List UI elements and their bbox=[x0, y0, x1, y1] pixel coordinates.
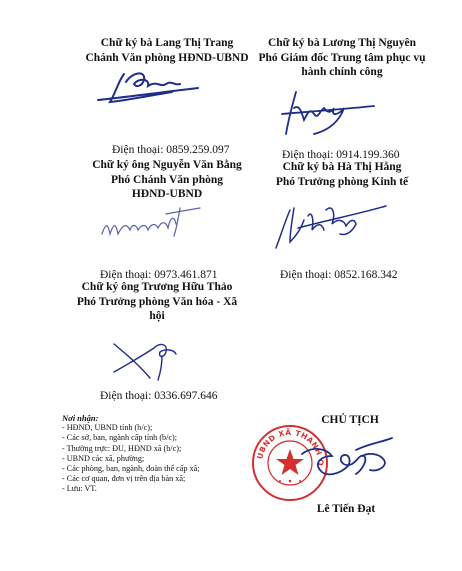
signer-3-phone: Điện thoại: 0973.461.871 bbox=[100, 269, 218, 281]
signer-2-signature bbox=[274, 84, 384, 144]
signer-3-title bbox=[72, 158, 262, 202]
chair-title: CHỦ TỊCH bbox=[321, 414, 379, 426]
recipient-item: - Lưu: VT. bbox=[62, 484, 97, 494]
recipient-item: - Các sở, ban, ngành cấp tỉnh (b/c); bbox=[62, 433, 178, 443]
svg-text:UBND XÃ THANH QUÂN: UBND XÃ THANH Q bbox=[255, 427, 326, 467]
signer-2-title bbox=[247, 36, 437, 80]
signer-4-position: Phó Trưởng phòng Kinh tế bbox=[275, 175, 409, 188]
recipients-block bbox=[62, 413, 200, 495]
chair-name: Lê Tiến Đạt bbox=[316, 503, 376, 515]
signer-3-name: Chữ ký ông Nguyễn Văn Bằng bbox=[92, 159, 242, 171]
recipients-heading: Nơi nhận: bbox=[62, 413, 99, 423]
signer-2-position: Phó Giám đốc Trung tâm phục vụ bbox=[258, 51, 426, 64]
signer-5-position-cont: hội bbox=[149, 310, 165, 322]
recipient-item: - Các phòng, ban, ngành, đoàn thể cấp xã; bbox=[62, 464, 200, 474]
recipient-item: - Thường trực: ĐU, HĐND xã (b/c); bbox=[62, 443, 182, 453]
signer-1-phone: Điện thoại: 0859.259.097 bbox=[112, 144, 230, 156]
recipient-item: - UBND các xã, phường; bbox=[62, 453, 145, 463]
signer-4-name: Chữ ký bà Hà Thị Hằng bbox=[282, 161, 402, 173]
recipient-item: - HĐND, UBND tỉnh (b/c); bbox=[62, 423, 153, 433]
signer-4-phone: Điện thoại: 0852.168.342 bbox=[280, 269, 398, 281]
signer-5-name: Chữ ký ông Trương Hữu Thảo bbox=[81, 281, 233, 293]
signer-5-position: Phó Trưởng phòng Văn hóa - Xã bbox=[76, 295, 238, 308]
signer-1-title bbox=[72, 36, 262, 65]
recipients-list bbox=[62, 423, 200, 494]
signer-2-position-cont: hành chính công bbox=[301, 66, 383, 78]
signer-1-signature bbox=[88, 62, 208, 122]
signer-4-signature bbox=[268, 190, 392, 260]
signer-5-title bbox=[52, 280, 262, 324]
signer-5-signature bbox=[110, 334, 190, 384]
signer-1-name: Chữ ký bà Lang Thị Trang bbox=[100, 37, 234, 49]
signer-3-position: Phó Chánh Văn phòng bbox=[111, 173, 223, 186]
recipient-item: - Các cơ quan, đơn vị trên địa bàn xã; bbox=[62, 474, 186, 484]
signer-5-phone: Điện thoại: 0336.697.646 bbox=[100, 390, 218, 402]
signer-2-phone: Điện thoại: 0914.199.360 bbox=[282, 149, 400, 161]
signer-3-position-cont: HĐND-UBND bbox=[131, 188, 203, 200]
chair-signature bbox=[292, 430, 396, 496]
signer-2-name: Chữ ký bà Lương Thị Nguyên bbox=[267, 37, 417, 49]
signer-3-signature bbox=[96, 200, 206, 250]
signer-1-position: Chánh Văn phòng HĐND-UBND bbox=[85, 51, 249, 64]
signer-4-title bbox=[247, 160, 437, 189]
